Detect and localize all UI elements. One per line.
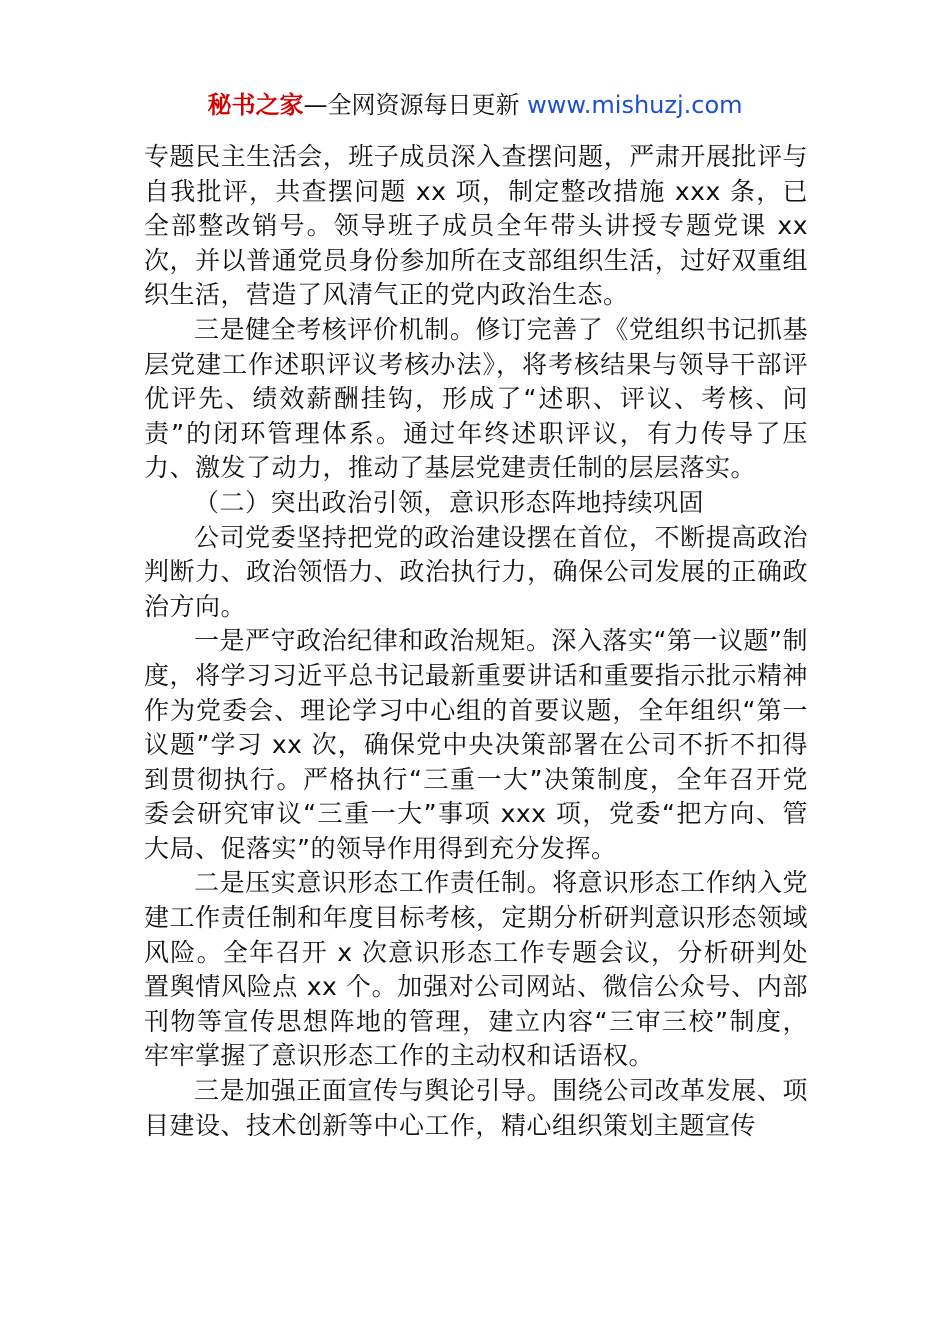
document-body xyxy=(144,140,808,1143)
paragraph-assessment-mechanism: 三是健全考核评价机制。修订完善了《党组织书记抓基层党建工作述职评议考核办法》，将考核结果与领导干部评优评先、绩效薪酬挂钩，形成了“述职、评议、考核、问责”的闭环管理体系。通过年终述职评议，有力传导了压力、激发了动力，推动了基层党建责任制的层层落实。 xyxy=(144,314,808,483)
header-dash: — xyxy=(303,91,328,119)
section-heading-political-leadership: （二）突出政治引领，意识形态阵地持续巩固 xyxy=(194,487,705,517)
header-url-link[interactable]: www.mishuzj.com xyxy=(527,91,743,119)
header-brand: 秘书之家 xyxy=(207,91,304,119)
paragraph-section-intro: 公司党委坚持把党的政治建设摆在首位，不断提高政治判断力、政治领悟力、政治执行力，确保公司发展的正确政治方向。 xyxy=(144,522,808,621)
paragraph-political-discipline: 一是严守政治纪律和政治规矩。深入落实“第一议题”制度，将学习习近平总书记最新重要讲话和重要指示批示精神作为党委会、理论学习中心组的首要议题，全年组织“第一议题”学习 xx 次，确保党中央决策部署在公司不折不扣得到贯彻执行。严格执行“三重一大”决策制度，全年召开党委会研究审议“三重一大”事项 xxx 项，党委“把方向、管大局、促落实”的领导作用得到充分发挥。 xyxy=(144,626,808,863)
paragraph-ideology-responsibility: 二是压实意识形态工作责任制。将意识形态工作纳入党建工作责任制和年度目标考核，定期分析研判意识形态领域风险。全年召开 x 次意识形态工作专题会议，分析研判处置舆情风险点 xx 个。加强对公司网站、微信公众号、内部刊物等宣传思想阵地的管理，建立内容“三审三校”制度，牢牢掌握了意识形态工作的主动权和话语权。 xyxy=(144,868,808,1071)
paragraph-publicity-guidance: 三是加强正面宣传与舆论引导。围绕公司改革发展、项目建设、技术创新等中心工作，精心组织策划主题宣传 xyxy=(144,1076,808,1140)
site-header xyxy=(0,88,950,122)
paragraph-continued: 专题民主生活会，班子成员深入查摆问题，严肃开展批评与自我批评，共查摆问题 xx 项，制定整改措施 xxx 条，已全部整改销号。领导班子成员全年带头讲授专题党课 xx 次，并以普通党员身份参加所在支部组织生活，过好双重组织生活，营造了风清气正的党内政治生态。 xyxy=(144,142,808,310)
header-slogan: 全网资源每日更新 xyxy=(327,91,520,119)
